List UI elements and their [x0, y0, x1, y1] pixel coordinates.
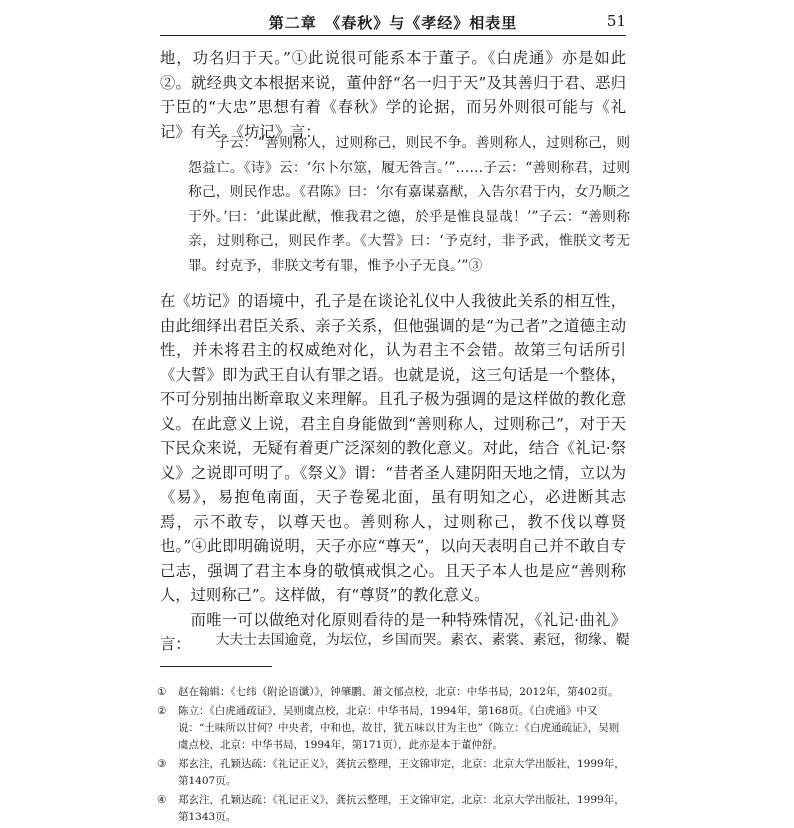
body-paragraph-1 — [160, 46, 626, 144]
quote-2-text: 大夫士去国逾竟，为坛位，乡国而哭。素衣、素裳、素冠，彻缘、鞮 — [215, 632, 630, 648]
footnote-text: 郑玄注，孔颖达疏：《礼记正义》，龚抗云整理，王文锦审定，北京：北京大学出版社，1999年，第1407页。 — [178, 758, 625, 787]
footnote — [157, 703, 626, 754]
block-quote-fangji — [188, 131, 630, 278]
footnote-text: 郑玄注，孔颖达疏：《礼记正义》，龚抗云整理，王文锦审定，北京：北京大学出版社，1999年，第1343页。 — [178, 794, 625, 823]
page-number: 51 — [606, 12, 626, 30]
footnote — [157, 684, 626, 701]
footnotes — [157, 684, 626, 828]
footnote-mark: ① — [157, 686, 167, 698]
footnote — [157, 756, 626, 790]
quote-1-text: 子云：“善则称人，过则称己，则民不争。善则称人，过则称己，则怨益亡。《诗》云：‘尔卜尔筮，履无咎言。’”……子云：“善则称君，过则称己，则民作忠。《君陈》曰：‘尔有嘉谋嘉猷，入告尔君于内，女乃顺之于外。’曰：‘此谋此猷，惟我君之德，於乎是惟良显哉！’”子云：“善则称亲，过则称己，则民作孝。《大誓》曰：‘予克纣，非予武，惟朕文考无罪。纣克予，非朕文考有罪，惟予小子无良。’”③ — [188, 135, 630, 274]
footnote-mark: ④ — [157, 794, 167, 806]
body-paragraph-2 — [160, 289, 626, 657]
footnote — [157, 792, 626, 826]
paragraph-3-text: 而唯一可以做绝对化原则看待的是一种特殊情况，《礼记·曲礼》言： — [160, 610, 626, 653]
running-header — [160, 12, 626, 34]
footnote-mark: ② — [157, 705, 167, 717]
footnote-mark: ③ — [157, 758, 167, 770]
footnote-rule — [160, 666, 272, 667]
footnote-text: 陈立：《白虎通疏证》，吴则虞点校，北京：中华书局，1994年，第168页。《白虎通》中又说：“土味所以甘何？中央者，中和也，故甘，犹五味以甘为主也”（陈立：《白虎通疏证》，吴则虞点校，北京：中华书局，1994年，第171页），此亦是本于董仲舒。 — [178, 705, 620, 751]
paragraph-1-text: 地，功名归于天。”①此说很可能系本于董子。《白虎通》亦是如此②。就经典文本根据来说，董仲舒“名一归于天”及其善归于君、恶归于臣的“大忠”思想有着《春秋》学的论据，而另外则很可能与《礼记》有关。《坊记》言： — [160, 49, 626, 141]
chapter-title: 第二章 《春秋》与《孝经》相表里 — [268, 14, 518, 32]
header-rule — [160, 35, 626, 36]
block-quote-quli — [188, 628, 630, 653]
footnote-text: 赵在翰辑：《七纬（附论语谶）》，钟肇鹏、萧文郁点校，北京：中华书局，2012年，第402页。 — [178, 686, 619, 698]
paragraph-2-text: 在《坊记》的语境中，孔子是在谈论礼仪中人我彼此关系的相互性，由此细绎出君臣关系、亲子关系，但他强调的是“为己者”之道德主动性，并未将君主的权威绝对化，认为君主不会错。故第三句话所引《大誓》即为武王自认有罪之语。也就是说，这三句话是一个整体，不可分别抽出断章取义来理解。且孔子极为强调的是这样做的教化意义。在此意义上说，君主自身能做到“善则称人，过则称己”，对于天下民众来说，无疑有着更广泛深刻的教化意义。对此，结合《礼记·祭义》之说即可明了。《祭义》谓：“昔者圣人建阴阳天地之情，立以为《易》，易抱龟南面，天子卷冕北面，虽有明知之心，必进断其志焉，示不敢专，以尊天也。善则称人，过则称己，教不伐以尊贤也。”④此即明确说明，天子亦应“尊天”，以向天表明自己并不敢自专己志，强调了君主本身的敬慎戒惧之心。且天子本人也是应“善则称人，过则称己”。这样做，有“尊贤”的教化意义。 — [160, 292, 626, 604]
